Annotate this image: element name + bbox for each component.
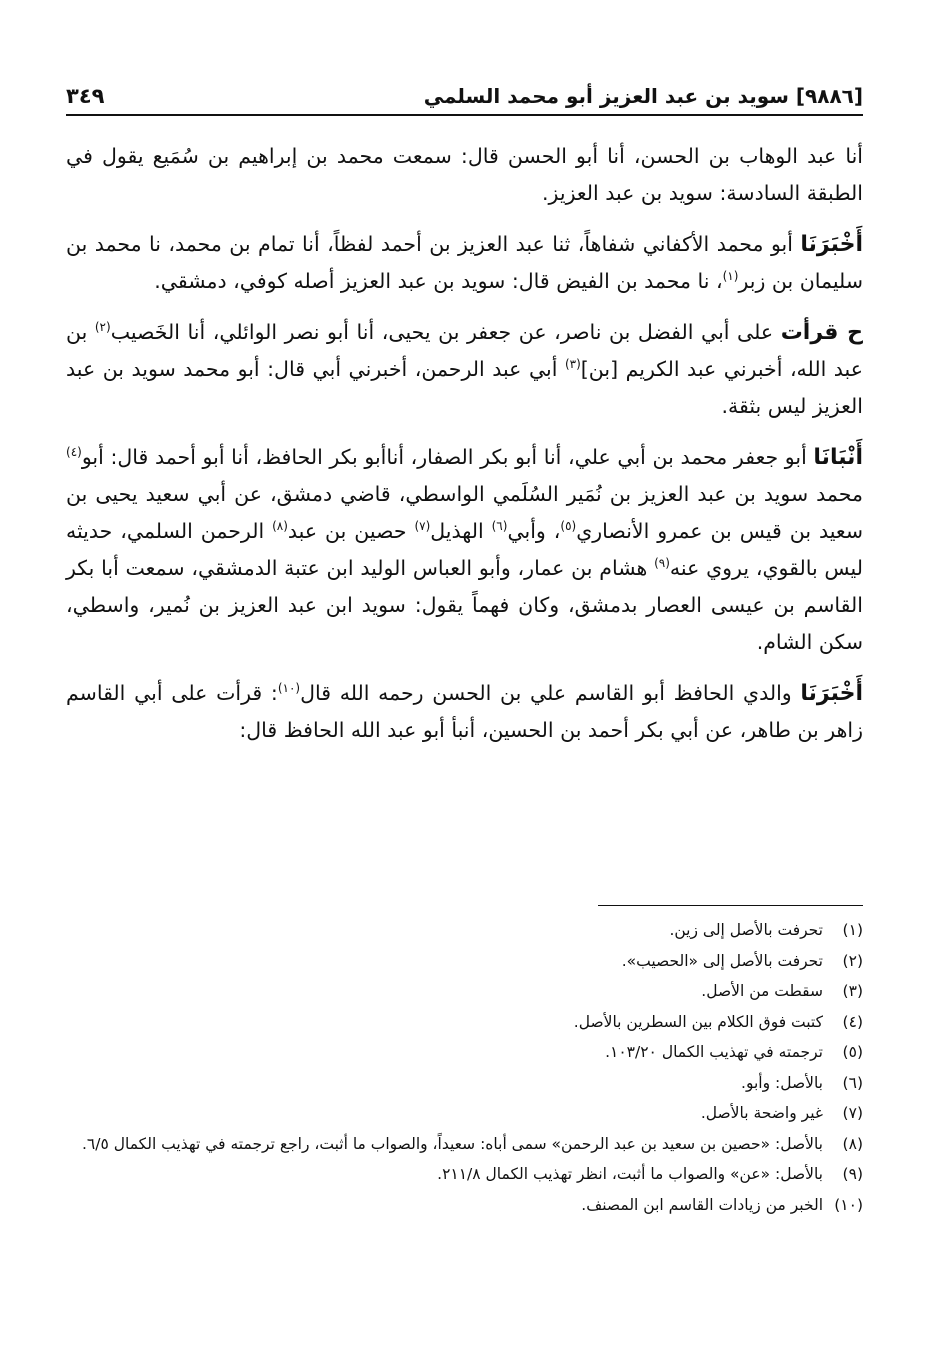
footnote-text: تحرفت بالأصل إلى «الحصيب».	[621, 951, 823, 970]
footnote	[66, 976, 863, 1007]
narration-keyword: ح قرأت	[780, 320, 863, 345]
footnote-ref: (١)	[722, 269, 739, 284]
footnote-text: بالأصل: «حصين بن سعيد بن عبد الرحمن» سمى أباه: سعيداً، والصواب ما أثبت، راجع ترجمته في تهذيب الكمال ٦/٥.	[81, 1134, 823, 1153]
footnote-number: (٨)	[842, 1134, 863, 1153]
footnote-number: (١)	[842, 921, 863, 939]
text-run: : قرأت على أبي القاسم زاهر بن طاهر، عن أبي بكر أحمد بن الحسين، أنبأ أبو عبد الله الحافظ قال:	[66, 681, 863, 742]
text-run: أبو محمد الأكفاني شفاهاً، ثنا عبد العزيز بن أحمد لفظاً، أنا تمام بن محمد، نا محمد بن سليمان بن زبر	[66, 232, 863, 293]
footnote-number: (٦)	[842, 1073, 863, 1092]
footnote-ref: (٦)	[491, 519, 508, 534]
paragraph-4	[66, 439, 863, 661]
text-run: هشام بن عمار، وأبو العباس الوليد ابن عتبة الدمشقي، سمعت أبا بكر القاسم بن عيسى العصار بدمشق، وكان فهماً يقول: سويد ابن عبد العزيز بن نُمير، واسطي، سكن الشام.	[66, 556, 863, 654]
footnote-text: بالأصل: «عن» والصواب ما أثبت، انظر تهذيب الكمال ٢١١/٨.	[437, 1165, 823, 1183]
footnote-text: ترجمته في تهذيب الكمال ١٠٣/٢٠.	[605, 1043, 823, 1061]
narration-keyword: أَخْبَرَنَا	[800, 232, 863, 257]
footnote-text: الخبر من زيادات القاسم ابن المصنف.	[581, 1195, 823, 1214]
footnote-text: تحرفت بالأصل إلى زين.	[669, 921, 823, 939]
main-text	[66, 138, 863, 763]
footnote-ref: (٤)	[66, 445, 82, 460]
text-run: الرحمن السلمي، حديثه ليس بالقوي، يروي عنه	[66, 519, 863, 580]
text-run: بن عبد الله، أخبرني عبد الكريم [بن]	[66, 320, 863, 381]
footnote-number: (٧)	[842, 1104, 863, 1122]
running-header	[66, 78, 863, 116]
footnote-ref: (١٠)	[277, 681, 301, 696]
paragraph-5	[66, 675, 863, 749]
footnote	[66, 1098, 863, 1129]
footnote-text: سقطت من الأصل.	[701, 982, 823, 1000]
footnote-number: (٣)	[842, 982, 863, 1000]
footnote-separator	[598, 905, 863, 906]
footnote-number: (٥)	[842, 1043, 863, 1061]
footnote-ref: (٥)	[560, 519, 577, 534]
text-run: محمد سويد بن عبد العزيز بن نُمَير السُلَمي الواسطي، قاضي دمشق، عن أبي سعيد يحيى بن سعيد بن قيس بن عمرو الأنصاري	[66, 482, 864, 543]
footnote	[66, 1190, 863, 1221]
text-run: والدي الحافظ أبو القاسم علي بن الحسن رحمه الله قال	[300, 681, 801, 705]
text-run: الهذيل	[430, 519, 492, 543]
footnote-number: (١٠)	[834, 1195, 863, 1214]
footnote	[66, 1037, 863, 1068]
text-run: ، نا محمد بن الفيض قال: سويد بن عبد العزيز أصله كوفي، دمشقي.	[154, 269, 723, 293]
text-run: على أبي الفضل بن ناصر، عن جعفر بن يحيى، أنا أبو نصر الوائلي، أنا الخَصيب	[110, 320, 781, 344]
footnote-text: غير واضحة بالأصل.	[700, 1104, 823, 1122]
footnote-text: بالأصل: وأبو.	[741, 1073, 823, 1092]
footnote-ref: (٧)	[414, 519, 431, 534]
text-run: أبي عبد الرحمن، أخبرني أبي قال: أبو محمد سويد بن عبد العزيز ليس بثقة.	[66, 357, 863, 418]
text-run: ، وأبي	[507, 519, 561, 543]
footnote-ref: (٩)	[654, 556, 670, 571]
footnotes	[66, 915, 863, 1220]
running-title: [٩٨٨٦] سويد بن عبد العزيز أبو محمد السلمي	[423, 84, 863, 108]
footnote	[66, 1068, 863, 1099]
footnote	[66, 1159, 863, 1190]
footnote-ref: (٨)	[272, 519, 288, 534]
footnote	[66, 915, 863, 946]
paragraph-2	[66, 226, 863, 300]
footnote-ref: (٢)	[94, 320, 111, 335]
text-run: أبو جعفر محمد بن أبي علي، أنا أبو بكر الصفار، أناأبو بكر الحافظ، أنا أبو أحمد قال: أبو	[81, 445, 814, 469]
footnote	[66, 946, 863, 977]
footnote-text: كتبت فوق الكلام بين السطرين بالأصل.	[573, 1012, 823, 1031]
text-run: حصين بن عبد	[287, 519, 415, 543]
footnote-number: (٢)	[842, 951, 863, 970]
narration-keyword: أَنْبَانَا	[813, 445, 863, 470]
page-number: ٣٤٩	[66, 84, 105, 108]
footnote-number: (٤)	[842, 1012, 863, 1031]
footnote	[66, 1007, 863, 1038]
footnote-number: (٩)	[842, 1165, 863, 1183]
footnote-ref: (٣)	[564, 357, 581, 372]
paragraph-3	[66, 314, 863, 425]
paragraph-1: أنا عبد الوهاب بن الحسن، أنا أبو الحسن قال: سمعت محمد بن إبراهيم بن سُمَيع يقول في الطبقة السادسة: سويد بن عبد العزيز.	[66, 144, 863, 205]
footnote	[66, 1129, 863, 1160]
narration-keyword: أَخْبَرَنَا	[800, 681, 863, 706]
